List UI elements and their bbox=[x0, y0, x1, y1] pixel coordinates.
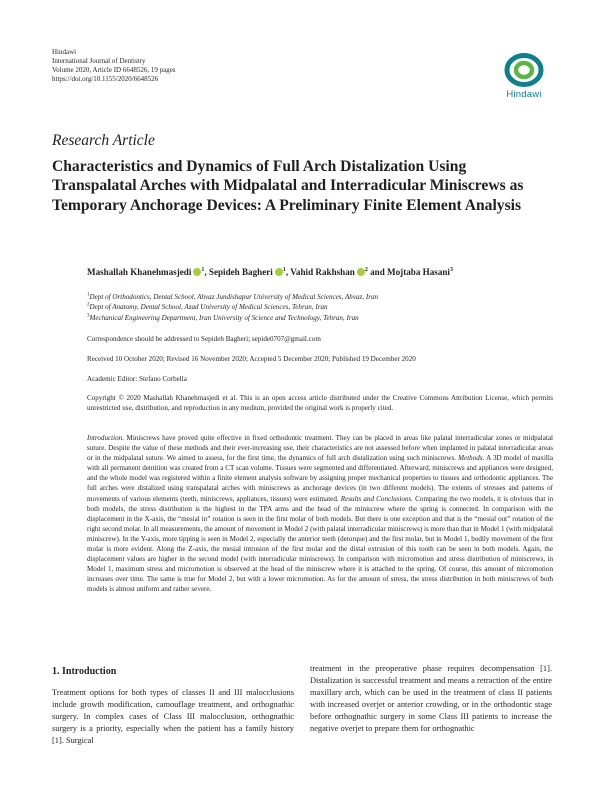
affiliation-text: Mechanical Engineering Department, Iran University of Science and Technology, Tehran, Iran bbox=[89, 313, 359, 322]
abstract bbox=[87, 433, 553, 595]
body-text-left-column: Treatment options for both types of classes II and III malocclusions include growth modification, camouflage treatment, and orthognathic surgery. In complex cases of Class III malocclusion, orthognathic surgery is a priority, especially when the patient has a family history [1]. Surgical bbox=[52, 688, 294, 746]
doi-link[interactable]: https://doi.org/10.1155/2020/6648526 bbox=[52, 75, 159, 83]
author-separator: , bbox=[204, 267, 209, 277]
author-affil-sup: 1 bbox=[201, 266, 205, 273]
body-text-right-column: treatment in the preoperative phase requires decompensation [1]. Distalization is successful treatment and means a retraction of the entire maxillary arch, which can be used in the treatment of class II patients with increased overjet or anterior crowding, or in the orthodontic stage before orthognathic surgery in some Class III patients to increase the negative overjet to prepare them for orthognathic bbox=[310, 664, 552, 734]
affiliation-item bbox=[87, 313, 557, 323]
section-heading-introduction: 1. Introduction bbox=[52, 666, 117, 677]
affiliation-sup: 1 bbox=[87, 292, 90, 298]
hindawi-logo bbox=[494, 52, 554, 104]
journal-header bbox=[52, 48, 176, 84]
academic-editor: Academic Editor: Stefano Corbella bbox=[87, 375, 187, 383]
author-affil-sup: 3 bbox=[449, 266, 453, 273]
author-affil-sup: 1 bbox=[282, 266, 286, 273]
author-name[interactable]: Sepideh Bagheri bbox=[208, 267, 273, 277]
author-name[interactable]: Mojtaba Hasani bbox=[387, 267, 450, 277]
copyright-notice: Copyright © 2020 Mashallah Khanehmasjedi et al. This is an open access article distributed under the Creative Commons Attribution License, which permits unrestricted use, distribution, and reproduction in any medium, provided the original work is properly cited. bbox=[87, 394, 553, 413]
article-dates: Received 10 October 2020; Revised 16 November 2020; Accepted 5 December 2020; Published 19 December 2020 bbox=[87, 355, 416, 363]
affiliation-item bbox=[87, 292, 557, 302]
author-list bbox=[87, 267, 557, 277]
affiliation-item bbox=[87, 302, 557, 312]
abstract-results-text: Comparing the two models, it is obvious that in both models, the stress distribution is the highest in the TPA arms and the head of the miniscrew where the spring is connected. In comparison with the displacement in the X-axis, the “mesial in” rotation is seen in the first molar of both models. But there is one exception and that is the “mesial out” rotation of the right second molar. In all measurements, the amount of movement in Model 2 (with palatal interradicular miniscrews) is more than that in Model 1 (with midpalatal miniscrew). In the Y-axis, more tipping is seen in Model 2, especially the anterior teeth (detorque) and the first molar, but in Model 1, bodily movement of the first molar is more evident. Along the Z-axis, the mesial intrusion of the first molar and the distal extrusion of this tooth can be seen in both models. Again, the displacement values are higher in the second model (with interradicular miniscrews). In comparison with micromotion and stress distribution of miniscrews, in Model 1, maximum stress and micromotion is observed at the head of the miniscrew where it is attached to the spring. Of course, this amount of micromotion increases over time. The same is true for Model 2, but with a lower micromotion. As for the amount of stress, the stress distribution in both miniscrews of both models is almost uniform and rather severe. bbox=[87, 494, 554, 594]
volume-line: Volume 2020, Article ID 6648526, 19 pages bbox=[52, 66, 176, 74]
affiliation-sup: 3 bbox=[87, 313, 90, 319]
correspondence: Correspondence should be addressed to Sepideh Bagheri; sepide0707@gmail.com bbox=[87, 335, 321, 343]
abstract-methods-text: A 3D model of maxilla with all permanent dentition was created from a CT scan volume. Tissues were segmented and differentiated. Afterward, miniscrews and appliances were designed, and the whole model was registered within a finite element analysis software by assigning proper mechanical properties to tissues and orthodontic appliances. The full arches were distalized using transpalatal arches with miniscrews as anchorage devices (in two different models). The extents of stresses and patterns of movements of various elements (teeth, miniscrews, appliances, tissues) were estimated. bbox=[87, 454, 554, 503]
logo-wordmark: Hindawi bbox=[506, 89, 542, 100]
affiliation-text: Dept of Anatomy, Dental School, Azad University of Medical Sciences, Tehran, Iran bbox=[89, 303, 328, 312]
abstract-methods-label: Methods. bbox=[458, 454, 485, 463]
affiliations bbox=[87, 292, 557, 323]
abstract-results-label: Results and Conclusions. bbox=[340, 494, 414, 503]
author-name[interactable]: Mashallah Khanehmasjedi bbox=[87, 267, 192, 277]
author-affil-sup: 2 bbox=[364, 266, 368, 273]
publisher-name: Hindawi bbox=[52, 48, 77, 56]
author-name[interactable]: Vahid Rakhshan bbox=[290, 267, 355, 277]
author-separator: , bbox=[285, 267, 291, 277]
journal-name: International Journal of Dentistry bbox=[52, 57, 146, 65]
article-title: Characteristics and Dynamics of Full Arch Distalization Using Transpalatal Arches with Midpalatal and Interradicular Miniscrews as Temporary Anchorage Devices: A Preliminary Finite Element Analysis bbox=[52, 158, 524, 214]
author-separator: and bbox=[367, 267, 388, 277]
abstract-intro-label: Introduction. bbox=[87, 434, 124, 442]
affiliation-text: Dept of Orthodontics, Dental School, Ahvaz Jundishapur University of Medical Sciences, Ahvaz, Iran bbox=[89, 293, 379, 301]
article-type: Research Article bbox=[52, 132, 155, 149]
hindawi-logo-icon bbox=[503, 52, 545, 88]
affiliation-sup: 2 bbox=[87, 302, 90, 308]
orcid-icon[interactable] bbox=[275, 268, 283, 276]
orcid-icon[interactable] bbox=[357, 268, 365, 276]
abstract-intro-text: Miniscrews have proved quite effective in fixed orthodontic treatment. They can be placed in areas like palatal interradicular zones or midpalatal suture. Despite the value of these methods and their ever-increasing use, their characteristics are not assessed before when implanted in palatal interradicular areas or in the midpalatal suture. We aimed to assess, for the first time, the dynamics of full arch distalization using such miniscrews. bbox=[87, 434, 553, 463]
